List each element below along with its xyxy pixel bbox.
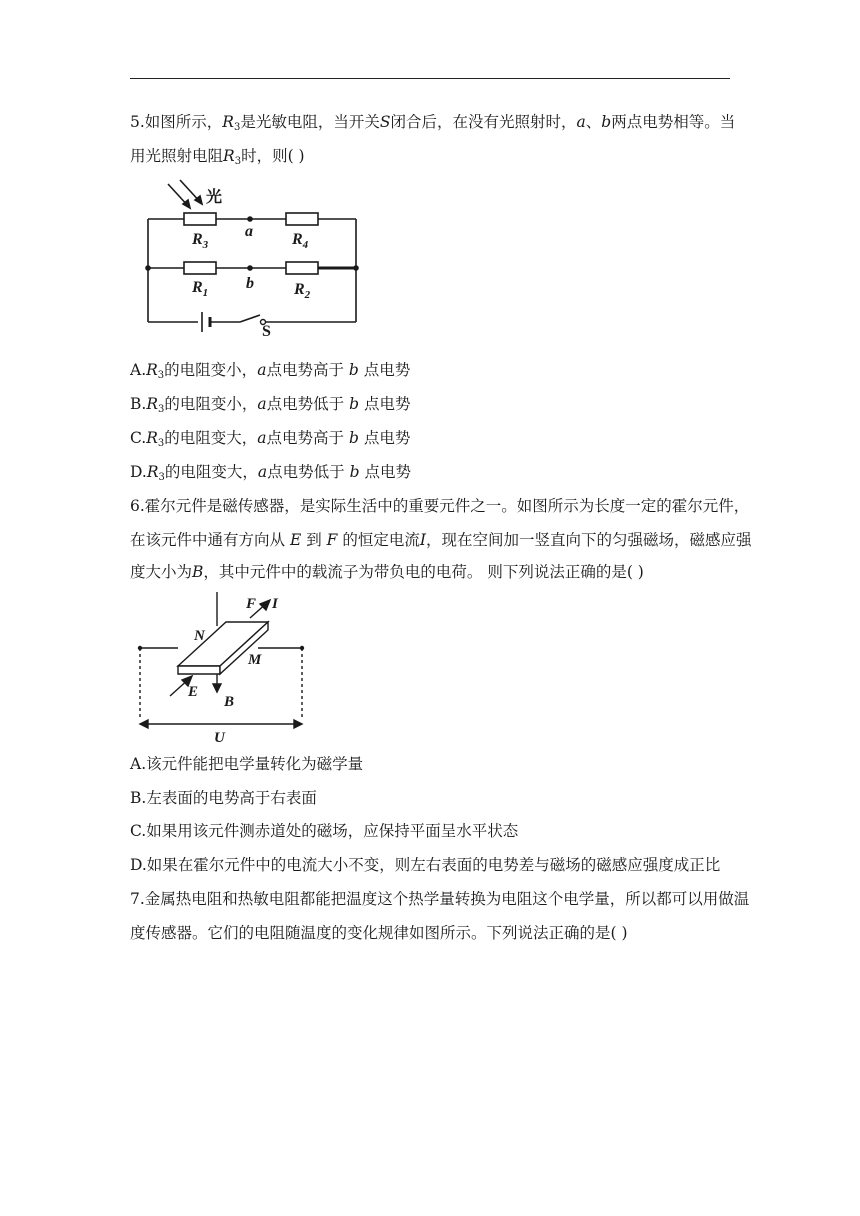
q6-option-a[interactable]: A.该元件能把电学量转化为磁学量: [130, 755, 364, 773]
q6-option-c[interactable]: C.如果用该元件测赤道处的磁场，应保持平面呈水平状态: [130, 822, 519, 840]
q6-stem-line2: 在该元件中通有方向从 E 到 F 的恒定电流I，现在空间加一竖直向下的匀强磁场，磁感应强: [130, 531, 752, 549]
light-label: 光: [206, 189, 223, 206]
label-a: a: [245, 223, 253, 240]
label-r4: $R_4$: [292, 231, 309, 251]
q7-stem-line2: 度传感器。它们的电阻随温度的变化规律如图所示。下列说法正确的是( ): [130, 924, 628, 942]
label-b: b: [246, 275, 254, 292]
label-n: N: [194, 628, 205, 644]
q5-option-a[interactable]: $A.R_3$的电阻变小，a点电势高于 b 点电势: [130, 361, 411, 381]
q5-option-b[interactable]: $B.R_3$的电阻变小，a点电势低于 b 点电势: [130, 395, 411, 415]
label-r1: $R_1$: [192, 279, 209, 299]
label-e: E: [188, 684, 199, 700]
label-r3: $R_3$: [192, 231, 209, 251]
q6-stem-line3: 度大小为B，其中元件中的载流子为带负电的电荷。 则下列说法正确的是( ): [130, 563, 644, 581]
label-i: I: [272, 596, 278, 612]
q5-option-c[interactable]: $C.R_3$的电阻变大，a点电势高于 b 点电势: [130, 429, 411, 449]
q6-option-d[interactable]: D.如果在霍尔元件中的电流大小不变，则左右表面的电势差与磁场的磁感应强度成正比: [130, 856, 721, 874]
q5-stem-line1: 5.如图所示，$R_3$是光敏电阻，当开关S闭合后，在没有光照射时，a、b两点电势相等。当: [130, 113, 736, 133]
label-r2: $R_2$: [294, 281, 311, 301]
q6-stem-line1: 6.霍尔元件是磁传感器，是实际生活中的重要元件之一。如图所示为长度一定的霍尔元件，: [130, 497, 750, 515]
q5-stem-line2: 用光照射电阻$R_3$时，则( ): [130, 147, 305, 167]
q6-option-b[interactable]: B.左表面的电势高于右表面: [130, 789, 317, 807]
label-s: S: [262, 323, 271, 340]
label-b-field: B: [224, 694, 235, 710]
q7-stem-line1: 7.金属热电阻和热敏电阻都能把温度这个热学量转换为电阻这个电学量，所以都可以用做温: [130, 890, 750, 908]
q5-option-d[interactable]: $D.R_3$的电阻变大，a点电势低于 b 点电势: [130, 463, 411, 483]
header-rule: [130, 78, 730, 79]
q6-hall-element-diagram: [132, 592, 322, 746]
label-m: M: [248, 652, 262, 668]
label-u: U: [214, 730, 225, 746]
q5-circuit-diagram: [140, 178, 380, 338]
label-f: F: [246, 596, 257, 612]
